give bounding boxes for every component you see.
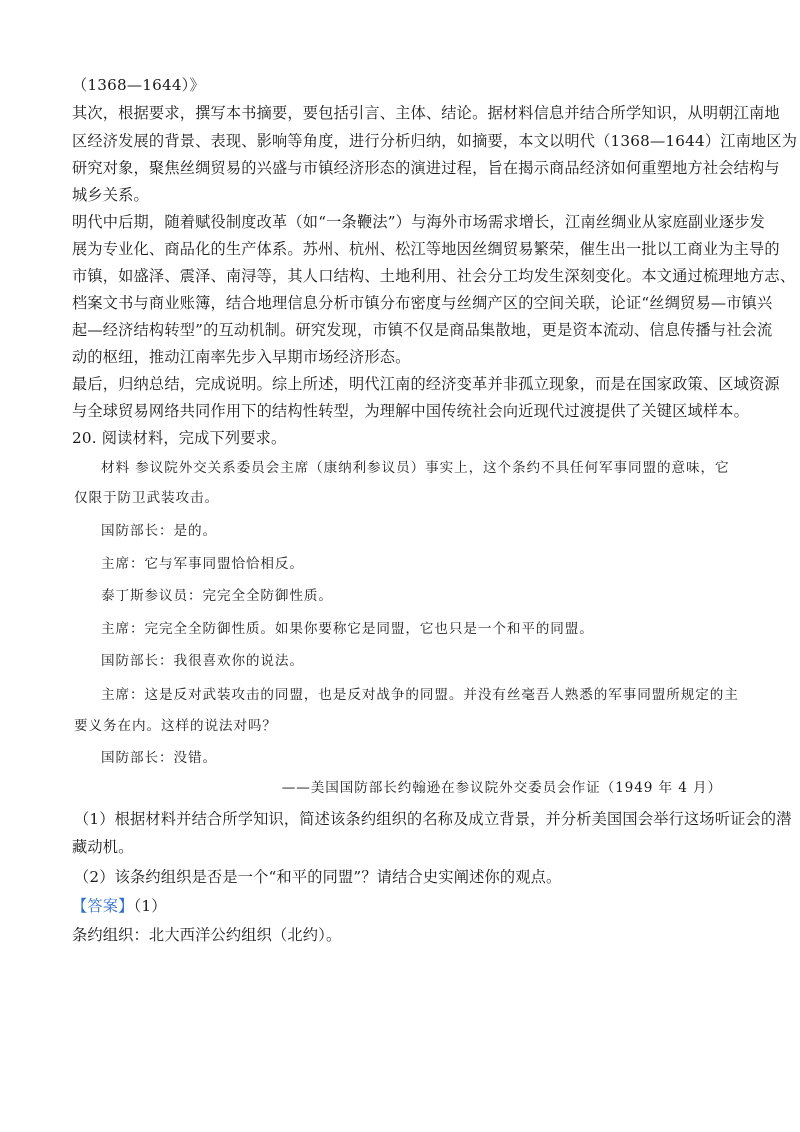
summary-line: 起—经济结构转型”的互动机制。研究发现，市镇不仅是商品集散地，更是资本流动、信息传播与社会流 xyxy=(72,321,773,339)
material-line: 主席：它与军事同盟恰恰相反。 xyxy=(101,556,304,572)
material-line: 仅限于防卫武装攻击。 xyxy=(74,490,219,506)
summary-line: 与全球贸易网络共同作用下的结构性转型，为理解中国传统社会向近现代过渡提供了关键区域样本。 xyxy=(72,402,750,420)
sub-question-2: （2）该条约组织是否是一个“和平的同盟”？请结合史实阐述你的观点。 xyxy=(74,868,562,886)
answer-label: 【答案】 xyxy=(72,897,134,915)
answer-heading xyxy=(72,899,167,914)
sub-question-1: （1）根据材料并结合所学知识，简述该条约组织的名称及成立背景，并分析美国国会举行这场听证会的潜 xyxy=(74,810,792,828)
summary-line: 明代中后期，随着赋役制度改革（如“一条鞭法”）与海外市场需求增长，江南丝绸业从家庭副业逐步发 xyxy=(72,213,765,231)
summary-line: 区经济发展的背景、表现、影响等角度，进行分析归纳，如摘要，本文以明代（1368—1644）江南地区为 xyxy=(72,132,798,150)
material-source: ——美国国防部长约翰逊在参议院外交委员会作证（1949 年 4 月） xyxy=(281,780,722,796)
summary-line: 研究对象，聚焦丝绸贸易的兴盛与市镇经济形态的演进过程，旨在揭示商品经济如何重塑地方社会结构与 xyxy=(72,159,780,177)
summary-line: 档案文书与商业账簿，结合地理信息分析市镇分布密度与丝绸产区的空间关联，论证“丝绸贸易—市镇兴 xyxy=(72,294,773,312)
summary-line: 市镇，如盛泽、震泽、南浔等，其人口结构、土地利用、社会分工均发生深刻变化。本文通过梳理地方志、 xyxy=(72,267,796,285)
material-line: 泰丁斯参议员：完完全全防御性质。 xyxy=(101,588,333,604)
material-line: 材料 参议院外交关系委员会主席（康纳利参议员）事实上，这个条约不具任何军事同盟的意味，它 xyxy=(101,460,730,476)
top-line: （1368—1644）》 xyxy=(72,76,205,94)
material-line: 国防部长：是的。 xyxy=(101,523,217,539)
summary-line: 动的枢纽，推动江南率先步入早期市场经济形态。 xyxy=(72,348,411,366)
answer-org-line: 条约组织：北大西洋公约组织（北约）。 xyxy=(72,926,342,944)
material-line: 主席：完完全全防御性质。如果你要称它是同盟，它也只是一个和平的同盟。 xyxy=(101,621,594,637)
sub-question-1-cont: 藏动机。 xyxy=(72,838,134,856)
question-number: 20. 阅读材料，完成下列要求。 xyxy=(72,429,287,447)
summary-line: 其次，根据要求，撰写本书摘要，要包括引言、主体、结论。据材料信息并结合所学知识，从明朝江南地 xyxy=(72,104,780,122)
summary-line: 展为专业化、商品化的生产体系。苏州、杭州、松江等地因丝绸贸易繁荣，催生出一批以工商业为主导的 xyxy=(72,240,780,258)
summary-line: 城乡关系。 xyxy=(72,186,149,204)
material-line: 国防部长：没错。 xyxy=(101,750,217,766)
material-line: 要义务在内。这样的说法对吗？ xyxy=(74,718,277,734)
material-line: 国防部长：我很喜欢你的说法。 xyxy=(101,653,304,669)
summary-line: 最后，归纳总结，完成说明。综上所述，明代江南的经济变革并非孤立现象，而是在国家政策、区域资源 xyxy=(72,375,780,393)
answer-part: （1） xyxy=(133,897,167,915)
material-line: 主席：这是反对武装攻击的同盟，也是反对战争的同盟。并没有丝毫吾人熟悉的军事同盟所规定的主 xyxy=(101,687,739,703)
